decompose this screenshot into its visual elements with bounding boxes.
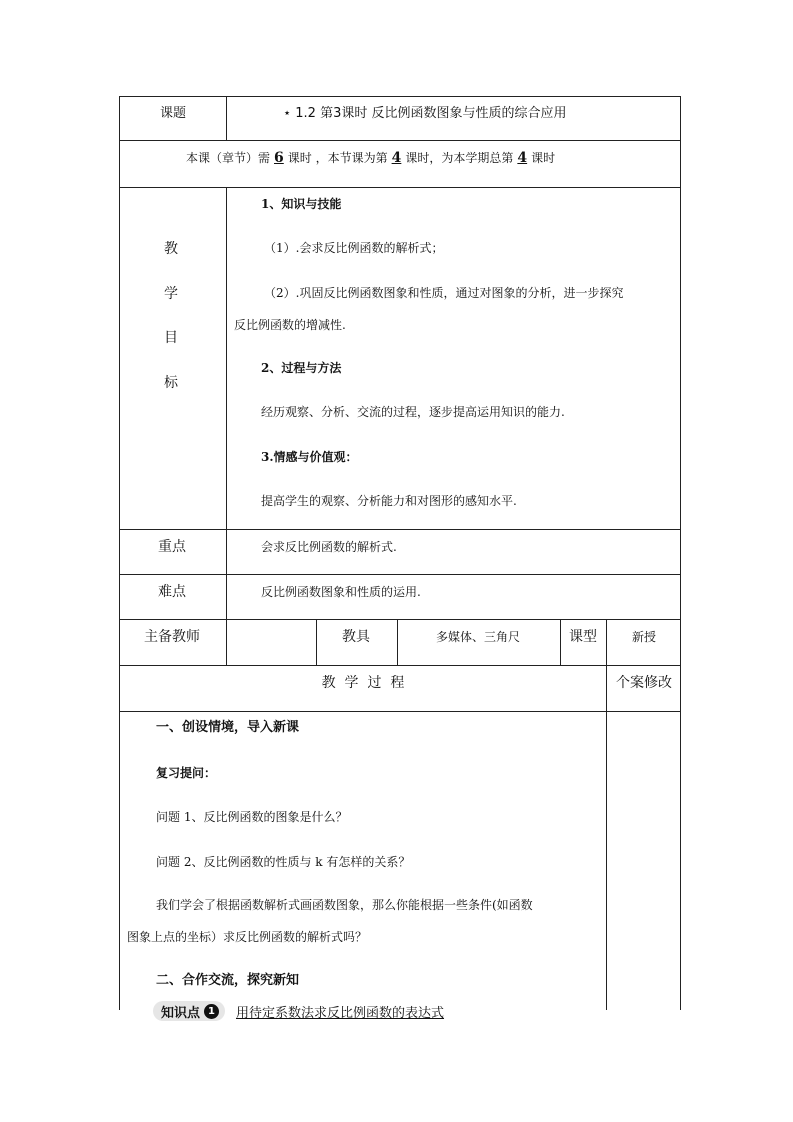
- objectives-heading-3: 3.情感与价值观：: [261, 450, 358, 464]
- knowledge-point-label: 知识点: [161, 1005, 201, 1021]
- keti-title: ⋆ 1.2 第3课时 反比例函数图象与性质的综合应用: [283, 106, 567, 121]
- objectives-line: （1）.会求反比例函数的解析式；: [264, 241, 444, 255]
- difficulty-label: 难点: [158, 584, 186, 600]
- objectives-heading-1: 1、知识与技能: [261, 197, 342, 211]
- hours-semester-value: 4: [517, 150, 528, 166]
- tools-label: 教具: [342, 629, 370, 645]
- row-border: [119, 187, 681, 188]
- tools-value: 多媒体、三角尺: [435, 630, 521, 644]
- hours-text: 课时 ，本节课为第: [287, 151, 388, 165]
- hours-text: 课时，为本学期总第: [405, 151, 514, 165]
- row-border: [119, 574, 681, 575]
- hours-chapter-value: 6: [274, 150, 284, 166]
- knowledge-point-number: 1: [204, 1004, 219, 1019]
- paragraph-line: 图象上点的坐标）求反比例函数的解析式吗？: [127, 930, 368, 944]
- table-left-border: [119, 96, 120, 1010]
- difficulty-text: 反比例函数图象和性质的运用.: [261, 585, 421, 599]
- teacher-label: 主备教师: [144, 629, 200, 645]
- knowledge-point-badge: [153, 1001, 225, 1021]
- objectives-label-char: 目: [164, 330, 178, 346]
- lesson-plan-table: [119, 96, 681, 1010]
- col-border: [226, 96, 227, 140]
- hours-line: [186, 150, 555, 166]
- row-border: [119, 665, 681, 666]
- objectives-label-char: 教: [164, 241, 178, 257]
- keti-label: 课题: [159, 106, 187, 121]
- objectives-line: 经历观察、分析、交流的过程，逐步提高运用知识的能力.: [261, 405, 565, 419]
- hours-text: 课时: [531, 151, 556, 165]
- process-header: 教 学 过 程: [321, 675, 405, 691]
- objectives-line: （2）.巩固反比例函数图象和性质，通过对图象的分析，进一步探究: [264, 286, 624, 300]
- objectives-line: 提高学生的观察、分析能力和对图形的感知水平.: [261, 494, 517, 508]
- col-border: [606, 619, 607, 1010]
- objectives-line: 反比例函数的增减性.: [234, 318, 346, 332]
- row-border: [119, 140, 681, 141]
- row-border: [119, 619, 681, 620]
- row-border: [119, 529, 681, 530]
- hours-text: 本课（章节）需: [186, 151, 271, 165]
- section-2-title: 二、合作交流，探究新知: [156, 973, 300, 988]
- col-border: [397, 619, 398, 665]
- knowledge-point-text: 用待定系数法求反比例函数的表达式: [236, 1006, 445, 1021]
- type-label: 课型: [569, 629, 597, 645]
- key-label: 重点: [158, 539, 186, 555]
- mod-header: 个案修改: [616, 675, 672, 691]
- objectives-heading-2: 2、过程与方法: [261, 361, 342, 375]
- review-label: 复习提问：: [156, 766, 217, 780]
- question-2: 问题 2、反比例函数的性质与 k 有怎样的关系？: [156, 855, 411, 869]
- section-1-title: 一、创设情境，导入新课: [156, 720, 300, 735]
- key-text: 会求反比例函数的解析式.: [261, 540, 397, 554]
- row-border: [119, 711, 681, 712]
- col-border: [560, 619, 561, 665]
- table-right-border: [680, 96, 681, 1010]
- question-1: 问题 1、反比例函数的图象是什么？: [156, 810, 348, 824]
- row-border: [119, 96, 681, 97]
- col-border: [226, 187, 227, 665]
- objectives-label-char: 学: [164, 286, 178, 302]
- paragraph-line: 我们学会了根据函数解析式画函数图象，那么你能根据一些条件(如函数: [156, 898, 533, 912]
- type-value: 新授: [631, 630, 657, 644]
- hours-lesson-value: 4: [391, 150, 402, 166]
- objectives-label-char: 标: [164, 375, 178, 391]
- col-border: [316, 619, 317, 665]
